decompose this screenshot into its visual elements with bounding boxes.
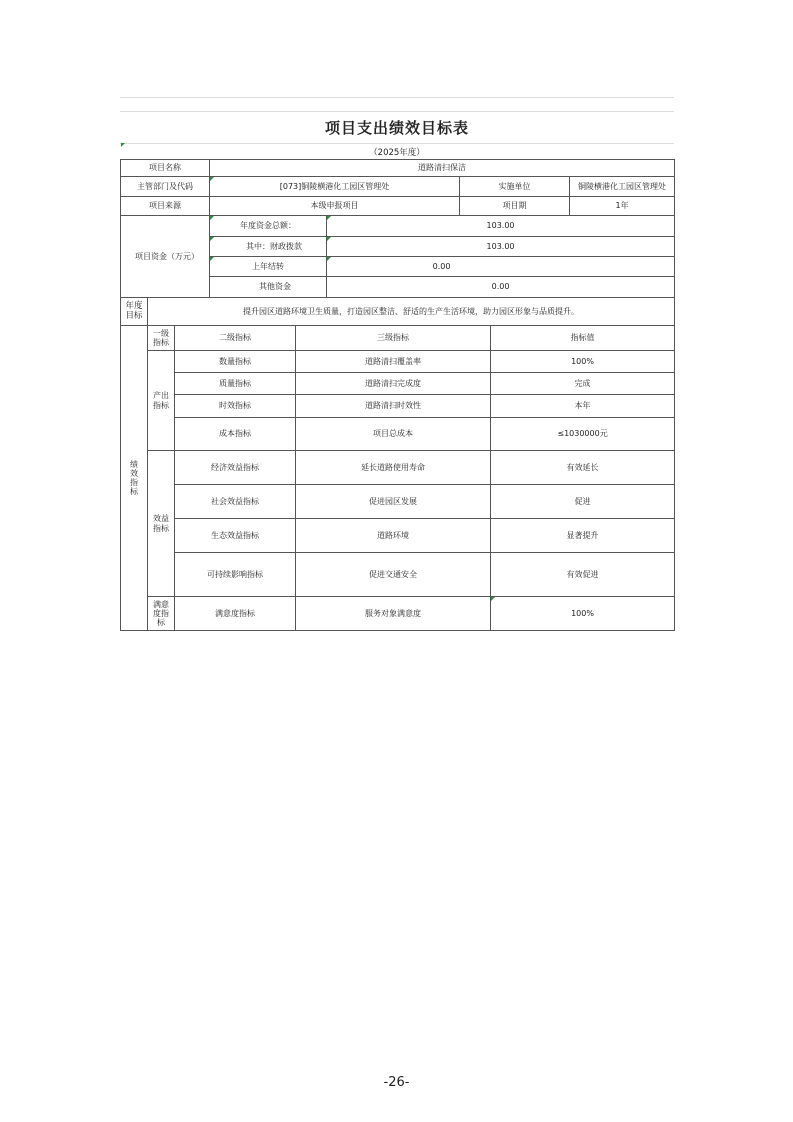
- table-row: [121, 418, 675, 451]
- indicator-level2: 满意度指标: [175, 597, 296, 631]
- table-row: [121, 160, 675, 177]
- table-row: [121, 485, 675, 519]
- indicator-level3: 项目总成本: [296, 418, 491, 451]
- indicator-level3: 促进交通安全: [296, 553, 491, 597]
- indicator-level2: 社会效益指标: [175, 485, 296, 519]
- indicator-level3: 促进园区发展: [296, 485, 491, 519]
- project-name-value: 道路清扫保洁: [210, 160, 675, 177]
- page-number: -26-: [383, 1075, 410, 1090]
- benefit-indicator-label: 效益指标: [148, 451, 175, 597]
- indicator-level3: 道路清扫完成度: [296, 373, 491, 395]
- period-label: 项目期: [460, 197, 570, 216]
- indicator-level2: 数量指标: [175, 351, 296, 373]
- dept-label: 主管部门及代码: [121, 177, 210, 197]
- table-row: [121, 216, 675, 237]
- gridline: [120, 111, 674, 112]
- annual-goal-text: 提升园区道路环境卫生质量，打造园区整洁、舒适的生产生活环境，助力园区形象与品质提升。: [148, 298, 675, 326]
- indicator-level2: 生态效益指标: [175, 519, 296, 553]
- gridline: [120, 143, 674, 144]
- table-row: [121, 326, 675, 351]
- impl-unit-label: 实施单位: [460, 177, 570, 197]
- indicator-level2: 时效指标: [175, 395, 296, 418]
- annual-goal-label: 年度目标: [121, 298, 148, 326]
- output-indicator-label: 产出指标: [148, 351, 175, 451]
- indicator-value: 有效促进: [491, 553, 675, 597]
- performance-target-table: [120, 159, 675, 631]
- indicator-value: 本年: [491, 395, 675, 418]
- funds-carryover-value: 0.00: [327, 257, 675, 277]
- funds-total-value: 103.00: [327, 216, 675, 237]
- table-row: [121, 373, 675, 395]
- indicator-value: 显著提升: [491, 519, 675, 553]
- indicator-value: ≤1030000元: [491, 418, 675, 451]
- indicator-value: 促进: [491, 485, 675, 519]
- fiscal-year-label: （2025年度）: [369, 148, 425, 158]
- funds-label: 项目资金（万元）: [121, 216, 210, 298]
- indicator-level2: 质量指标: [175, 373, 296, 395]
- indicator-value: 完成: [491, 373, 675, 395]
- source-value: 本级申报项目: [210, 197, 460, 216]
- source-label: 项目来源: [121, 197, 210, 216]
- indicator-value: 有效延长: [491, 451, 675, 485]
- indicator-level3: 延长道路使用寿命: [296, 451, 491, 485]
- table-row: [121, 451, 675, 485]
- table-row: [121, 197, 675, 216]
- table-row: [121, 519, 675, 553]
- funds-fiscal-label: 其中：财政拨款: [210, 237, 327, 257]
- perf-indicator-label: 绩效指标: [121, 326, 148, 631]
- indicator-level3: 道路环境: [296, 519, 491, 553]
- table-row: [121, 298, 675, 326]
- indicator-value: 100%: [491, 351, 675, 373]
- project-name-label: 项目名称: [121, 160, 210, 177]
- impl-unit-value: 铜陵横港化工园区管理处: [570, 177, 675, 197]
- funds-carryover-label: 上年结转: [210, 257, 327, 277]
- cell-marker-icon: [121, 143, 125, 147]
- funds-other-value: 0.00: [327, 277, 675, 298]
- funds-other-label: 其他资金: [210, 277, 327, 298]
- level3-header: 三级指标: [296, 326, 491, 351]
- funds-total-label: 年度资金总额：: [210, 216, 327, 237]
- level2-header: 二级指标: [175, 326, 296, 351]
- table-row: [121, 351, 675, 373]
- value-header: 指标值: [491, 326, 675, 351]
- indicator-level3: 道路清扫时效性: [296, 395, 491, 418]
- indicator-level2: 可持续影响指标: [175, 553, 296, 597]
- indicator-level2: 经济效益指标: [175, 451, 296, 485]
- level1-header: 一级指标: [148, 326, 175, 351]
- indicator-level3: 道路清扫覆盖率: [296, 351, 491, 373]
- dept-value: [073]铜陵横港化工园区管理处: [210, 177, 460, 197]
- period-value: 1年: [570, 197, 675, 216]
- indicator-value: 100%: [491, 597, 675, 631]
- table-row: [121, 597, 675, 631]
- table-row: [121, 177, 675, 197]
- gridline: [120, 97, 674, 98]
- table-row: [121, 553, 675, 597]
- indicator-level2: 成本指标: [175, 418, 296, 451]
- satisfaction-indicator-label: 满意度指标: [148, 597, 175, 631]
- funds-fiscal-value: 103.00: [327, 237, 675, 257]
- table-row: [121, 395, 675, 418]
- page-title: 项目支出绩效目标表: [324, 119, 469, 137]
- indicator-level3: 服务对象满意度: [296, 597, 491, 631]
